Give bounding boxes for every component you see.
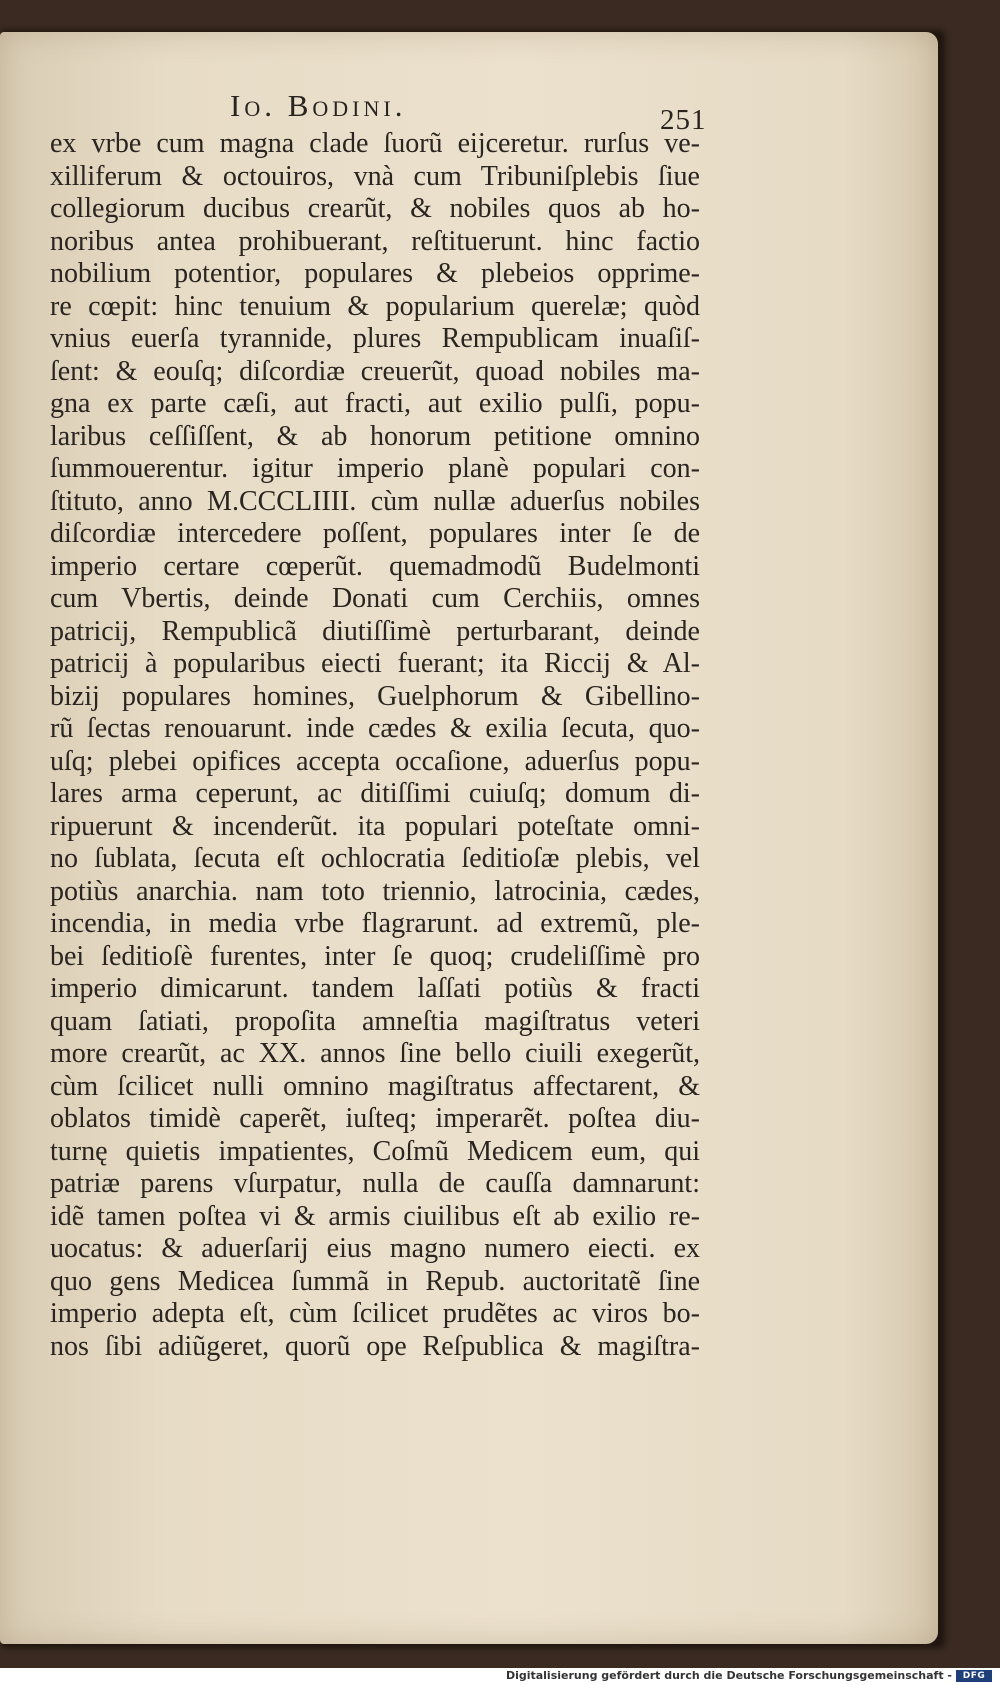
- text-line: patriæ parens vſurpatur, nulla de cauſſa damnarunt:: [50, 1168, 700, 1199]
- text-line: xilliferum & octouiros, vnà cum Tribuniſplebis ſiue: [50, 160, 700, 192]
- text-line: rũ ſectas renouarunt. inde cædes & exilia ſecuta, quo-: [50, 713, 700, 744]
- funding-credit: Digitalisierung gefördert durch die Deutsche Forschungsgemeinschaft -: [505, 1669, 952, 1682]
- text-line: incendia, in media vrbe flagrarunt. ad extremũ, ple-: [50, 908, 700, 939]
- text-line: collegiorum ducibus crearũt, & nobiles quos ab ho-: [50, 193, 700, 224]
- text-line: nos ſibi adiũgeret, quorũ ope Reſpublica & magiſtra-: [50, 1330, 700, 1362]
- text-line: imperio dimicarunt. tandem laſſati potiùs & fracti: [50, 973, 700, 1004]
- text-line: uſq; plebei opifices accepta occaſione, aduerſus popu-: [50, 745, 700, 777]
- body-text: [50, 128, 700, 1363]
- text-line: imperio adepta eſt, cùm ſcilicet prudẽtes ac viros bo-: [50, 1298, 700, 1329]
- text-line: diſcordiæ intercedere poſſent, populares inter ſe de: [50, 518, 700, 549]
- text-line: quo gens Medicea ſummã in Repub. auctoritatẽ ſine: [50, 1265, 700, 1297]
- text-line: cum Vbertis, deinde Donati cum Cerchiis, omnes: [50, 583, 700, 614]
- text-line: potiùs anarchia. nam toto triennio, latrocinia, cædes,: [50, 875, 700, 907]
- text-line: lares arma ceperunt, ac ditiſſimi cuiuſq; domum di-: [50, 778, 700, 809]
- text-line: ex vrbe cum magna clade ſuorũ eijceretur. rurſus ve-: [50, 128, 700, 159]
- text-line: oblatos timidè caperẽt, iuſteq; imperarẽt. poſtea diu-: [50, 1103, 700, 1134]
- running-head: Io. Bodini.: [230, 88, 407, 123]
- text-line: more crearũt, ac XX. annos ſine bello ciuili exegerũt,: [50, 1038, 700, 1069]
- text-line: re cœpit: hinc tenuium & popularium querelæ; quòd: [50, 290, 700, 322]
- text-line: gna ex parte cæſi, aut fracti, aut exilio pulſi, popu-: [50, 388, 700, 419]
- text-line: uocatus: & aduerſarij eius magno numero eiecti. ex: [50, 1233, 700, 1264]
- text-line: quam ſatiati, propoſita amneſtia magiſtratus veteri: [50, 1005, 700, 1037]
- text-line: idẽ tamen poſtea vi & armis ciuilibus eſt ab exilio re-: [50, 1200, 700, 1232]
- text-line: cùm ſcilicet nulli omnino magiſtratus affectarent, &: [50, 1070, 700, 1102]
- text-line: ripuerunt & incenderũt. ita populari poteſtate omni-: [50, 810, 700, 842]
- text-line: no ſublata, ſecuta eſt ochlocratia ſeditioſæ plebis, vel: [50, 843, 700, 874]
- text-line: imperio certare cœperũt. quemadmodũ Budelmonti: [50, 550, 700, 582]
- dfg-logo: DFG: [956, 1670, 992, 1682]
- text-line: patricij à popularibus eiecti fuerant; ita Riccij & Al-: [50, 648, 700, 679]
- text-line: nobilium potentior, populares & plebeios opprime-: [50, 258, 700, 289]
- text-line: ſent: & eouſq; diſcordiæ creuerũt, quoad nobiles ma-: [50, 355, 700, 387]
- text-line: bei ſeditioſè furentes, inter ſe quoq; crudeliſſimè pro: [50, 940, 700, 972]
- text-line: ſtituto, anno M.CCCLIIII. cùm nullæ aduerſus nobiles: [50, 485, 700, 517]
- text-line: laribus ceſſiſſent, & ab honorum petitione omnino: [50, 420, 700, 452]
- footer-bar: [0, 1668, 1000, 1685]
- text-line: ſummouerentur. igitur imperio planè populari con-: [50, 453, 700, 484]
- text-line: vnius euerſa tyrannide, plures Rempublicam inuaſiſ-: [50, 323, 700, 354]
- text-line: bizij populares homines, Guelphorum & Gibellino-: [50, 680, 700, 712]
- text-line: turnę quietis impatientes, Coſmũ Medicem eum, qui: [50, 1135, 700, 1167]
- text-line: patricij, Rempublicã diutiſſimè perturbarant, deinde: [50, 615, 700, 647]
- text-line: noribus antea prohibuerant, reſtituerunt. hinc factio: [50, 225, 700, 257]
- page-number: 251: [660, 104, 707, 136]
